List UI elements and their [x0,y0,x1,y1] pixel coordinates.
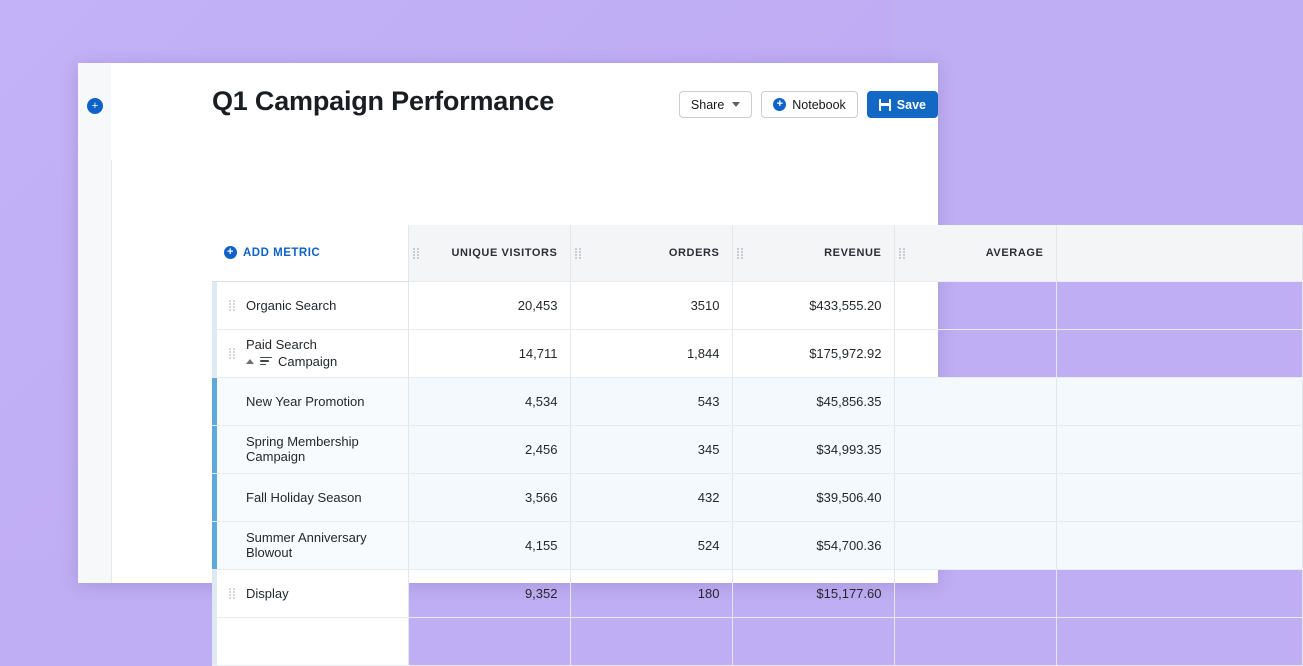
row-label: New Year Promotion [246,393,365,409]
cell-overflow [1056,281,1302,329]
save-button[interactable] [867,91,938,118]
row-label-cell[interactable] [212,281,408,329]
left-rail [78,63,112,583]
drag-handle-icon[interactable] [899,247,905,259]
cell-overflow [1056,521,1302,569]
table-row[interactable] [212,473,1302,521]
report-header [111,63,938,160]
cell-unique-visitors: 3,566 [408,473,570,521]
cell-overflow [1056,617,1302,665]
cell-average [894,617,1056,665]
cell-unique-visitors: 14,711 [408,329,570,377]
cell-unique-visitors: 20,453 [408,281,570,329]
cell-orders: 180 [570,569,732,617]
share-button[interactable] [679,91,752,118]
row-label-cell[interactable] [212,473,408,521]
cell-revenue: $433,555.20 [732,281,894,329]
cell-orders: 1,844 [570,329,732,377]
cell-revenue: $34,993.35 [732,425,894,473]
table-row[interactable] [212,329,1302,377]
cell-orders: 543 [570,377,732,425]
column-header-orders[interactable] [570,225,732,281]
column-header-label: UNIQUE VISITORS [451,246,558,259]
share-button-label: Share [690,97,725,112]
cell-overflow [1056,473,1302,521]
cell-orders: 345 [570,425,732,473]
cell-average [894,329,1056,377]
breakdown-icon[interactable] [260,357,272,366]
column-header-label: REVENUE [824,246,882,259]
column-header-unique-visitors[interactable] [408,225,570,281]
add-metric-header[interactable] [212,225,408,281]
row-label-cell[interactable] [212,521,408,569]
chevron-down-icon [732,102,740,107]
chevron-up-icon[interactable] [246,359,254,364]
report-sheet [78,63,1044,601]
row-label: Organic Search [246,297,337,313]
save-button-label: Save [896,97,926,112]
table-row[interactable] [212,617,1302,665]
cell-revenue: $54,700.36 [732,521,894,569]
notebook-button[interactable] [761,91,858,118]
row-label: Paid Search [246,337,317,353]
column-header-label: AVERAGE [985,246,1044,259]
table-body [212,281,1302,665]
row-sublabel-line [246,354,396,369]
cell-unique-visitors: 9,352 [408,569,570,617]
plus-circle-icon: + [773,98,786,111]
cell-revenue: $39,506.40 [732,473,894,521]
table-row[interactable] [212,281,1302,329]
row-label: Display [246,585,289,601]
row-label-cell[interactable] [212,377,408,425]
row-label-cell[interactable] [212,425,408,473]
cell-average [894,425,1056,473]
page-title: Q1 Campaign Performance [212,86,555,116]
cell-unique-visitors: 4,155 [408,521,570,569]
data-table-scroll[interactable] [212,225,1044,601]
cell-average [894,569,1056,617]
drag-handle-icon[interactable] [575,247,581,259]
cell-average [894,281,1056,329]
drag-handle-icon[interactable] [229,587,235,599]
cell-overflow [1056,377,1302,425]
row-label-cell[interactable] [212,569,408,617]
floppy-disk-icon [879,99,891,111]
row-label-cell[interactable] [212,329,408,377]
cell-unique-visitors [408,617,570,665]
table-row[interactable] [212,569,1302,617]
table-row[interactable] [212,377,1302,425]
plus-circle-icon: + [224,246,237,259]
row-sublabel: Campaign [278,353,338,369]
cell-overflow [1056,329,1302,377]
row-label: Summer Anniversary Blowout [246,529,367,560]
drag-handle-icon[interactable] [413,247,419,259]
notebook-button-label: Notebook [792,97,846,112]
metrics-table [212,225,1303,666]
column-header-label: ORDERS [668,246,720,259]
drag-handle-icon[interactable] [229,299,235,311]
cell-unique-visitors: 4,534 [408,377,570,425]
cell-revenue [732,617,894,665]
cell-overflow [1056,425,1302,473]
cell-orders [570,617,732,665]
cell-orders: 432 [570,473,732,521]
add-metric-button[interactable] [224,246,320,259]
add-metric-label: ADD METRIC [243,246,321,259]
table-header-row [212,225,1302,281]
cell-revenue: $15,177.60 [732,569,894,617]
cell-unique-visitors: 2,456 [408,425,570,473]
drag-handle-icon[interactable] [737,247,743,259]
drag-handle-icon[interactable] [229,347,235,359]
cell-revenue: $45,856.35 [732,377,894,425]
cell-orders: 3510 [570,281,732,329]
cell-revenue: $175,972.92 [732,329,894,377]
row-label: Spring Membership Campaign [246,433,359,464]
cell-average [894,377,1056,425]
column-header-overflow [1056,225,1302,281]
add-circle-icon[interactable]: + [87,98,103,114]
column-header-revenue[interactable] [732,225,894,281]
column-header-average[interactable] [894,225,1056,281]
cell-orders: 524 [570,521,732,569]
table-row[interactable] [212,425,1302,473]
header-actions [679,91,938,118]
cell-average [894,473,1056,521]
cell-average [894,521,1056,569]
row-label-cell[interactable] [212,617,408,665]
table-row[interactable] [212,521,1302,569]
row-label: Fall Holiday Season [246,489,362,505]
cell-overflow [1056,569,1302,617]
